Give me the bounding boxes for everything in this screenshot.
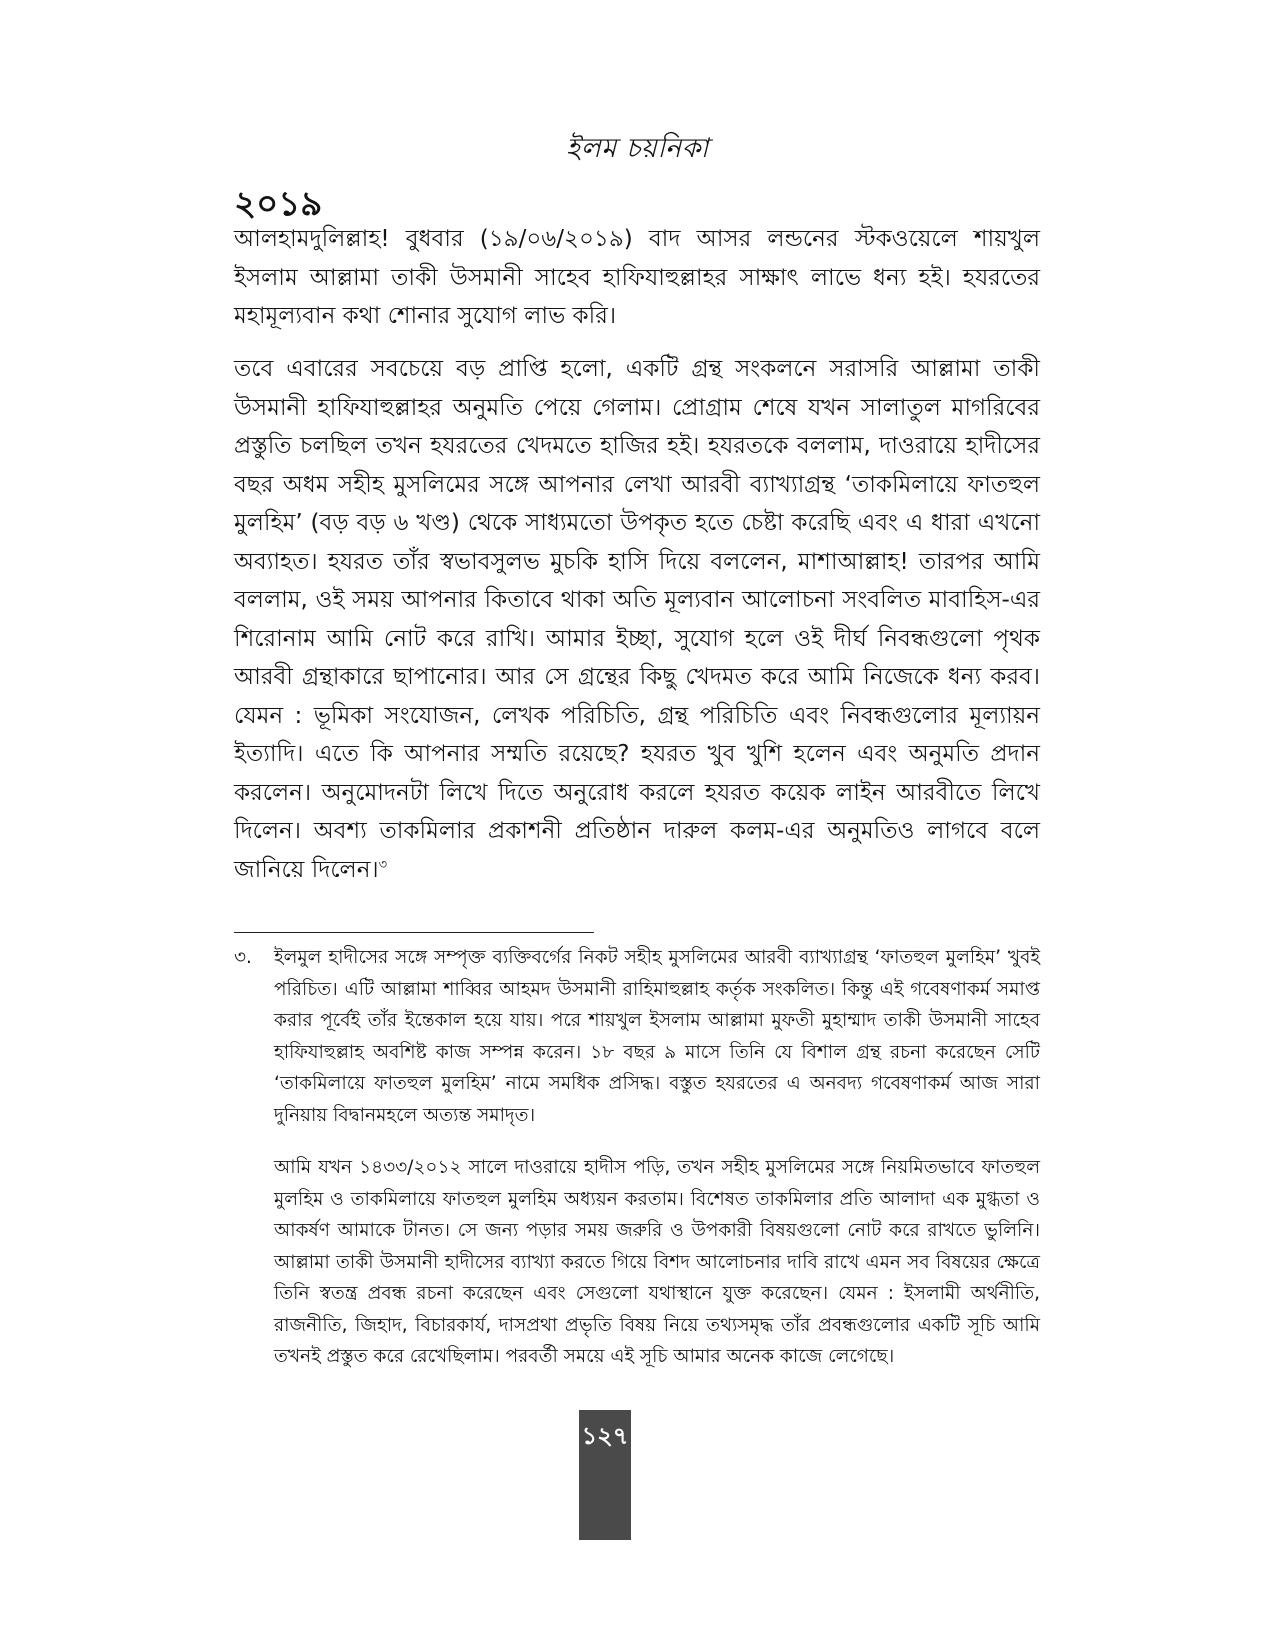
footnote-text-1: ইলমুল হাদীসের সঙ্গে সম্পৃক্ত ব্যক্তিবর্গের নিকট সহীহ মুসলিমের আরবী ব্যাখ্যাগ্রন্থ ‘ফাতহুল মুলহিম’ খুবই পরিচিত। এটি আল্লামা শাব্বির আহমদ উসমানী রাহিমাহুল্লাহ কর্তৃক সংকলিত। কিন্তু এই গবেষণাকর্ম সমাপ্ত করার পূর্বেই তাঁর ইন্তেকাল হয়ে যায়। পরে শায়খুল ইসলাম আল্লামা মুফতী মুহাম্মাদ তাকী উসমানী সাহেব হাফিযাহুল্লাহ অবশিষ্ট কাজ সম্পন্ন করেন। ১৮ বছর ৯ মাসে তিনি যে বিশাল গ্রন্থ রচনা করেছেন সেটি ‘তাকমিলায়ে ফাতহুল মুলহিম’ নামে সমধিক প্রসিদ্ধ। বস্তুত হযরতের এ অনবদ্য গবেষণাকর্ম আজ সারা দুনিয়ায় বিদ্বানমহলে অত্যন্ত সমাদৃত। [274, 947, 1040, 1126]
footnote-3 [234, 942, 1040, 1131]
footnote-divider [234, 932, 594, 933]
footnote-text-2: আমি যখন ১৪৩৩/২০১২ সালে দাওরায়ে হাদীস পড়ি, তখন সহীহ মুসলিমের সঙ্গে নিয়মিতভাবে ফাতহুল মুলহিম ও তাকমিলায়ে ফাতহুল মুলহিম অধ্যয়ন করতাম। বিশেষত তাকমিলার প্রতি আলাদা এক মুগ্ধতা ও আকর্ষণ আমাকে টানত। সে জন্য পড়ার সময় জরুরি ও উপকারী বিষয়গুলো নোট করে রাখতে ভুলিনি। আল্লামা তাকী উসমানী হাদীসের ব্যাখ্যা করতে গিয়ে বিশদ আলোচনার দাবি রাখে এমন সব বিষয়ের ক্ষেত্রে তিনি স্বতন্ত্র প্রবন্ধ রচনা করেছেন এবং সেগুলো যথাস্থানে যুক্ত করেছেন। যেমন : ইসলামী অর্থনীতি, রাজনীতি, জিহাদ, বিচারকার্য, দাসপ্রথা প্রভৃতি বিষয় নিয়ে তথ্যসমৃদ্ধ তাঁর প্রবন্ধগুলোর একটি সূচি আমি তখনই প্রস্তুত করে রেখেছিলাম। পরবর্তী সময়ে এই সূচি আমার অনেক কাজে লেগেছে। [274, 1157, 1040, 1367]
footnote-number: ৩. [234, 947, 252, 968]
footnote-3-continued [234, 1152, 1040, 1373]
page-number: ১২৭ [581, 1422, 629, 1450]
page-number-tab [579, 1410, 631, 1540]
section-heading-year: ২০১৯ [234, 184, 323, 224]
footnote-reference[interactable]: ৩ [378, 856, 388, 872]
paragraph-2 [234, 350, 1040, 889]
running-header-title: ইলম চয়নিকা [566, 133, 709, 164]
paragraph-2-text: তবে এবারের সবচেয়ে বড় প্রাপ্তি হলো, একটি গ্রন্থ সংকলনে সরাসরি আল্লামা তাকী উসমানী হাফিযাহুল্লাহর অনুমতি পেয়ে গেলাম। প্রোগ্রাম শেষে যখন সালাতুল মাগরিবের প্রস্তুতি চলছিল তখন হযরতের খেদমতে হাজির হই। হযরতকে বললাম, দাওরায়ে হাদীসের বছর অধম সহীহ মুসলিমের সঙ্গে আপনার লেখা আরবী ব্যাখ্যাগ্রন্থ ‘তাকমিলায়ে ফাতহুল মুলহিম’ (বড় বড় ৬ খণ্ড) থেকে সাধ্যমতো উপকৃত হতে চেষ্টা করেছি এবং এ ধারা এখনো অব্যাহত। হযরত তাঁর স্বভাবসুলভ মুচকি হাসি দিয়ে বললেন, মাশাআল্লাহ! তারপর আমি বললাম, ওই সময় আপনার কিতাবে থাকা অতি মূল্যবান আলোচনা সংবলিত মাবাহিস-এর শিরোনাম আমি নোট করে রাখি। আমার ইচ্ছা, সুযোগ হলে ওই দীর্ঘ নিবন্ধগুলো পৃথক আরবী গ্রন্থাকারে ছাপানোর। আর সে গ্রন্থের কিছু খেদমত করে আমি নিজেকে ধন্য করব। যেমন : ভূমিকা সংযোজন, লেখক পরিচিতি, গ্রন্থ পরিচিতি এবং নিবন্ধগুলোর মূল্যায়ন ইত্যাদি। এতে কি আপনার সম্মতি রয়েছে? হযরত খুব খুশি হলেন এবং অনুমতি প্রদান করলেন। অনুমোদনটা লিখে দিতে অনুরোধ করলে হযরত কয়েক লাইন আরবীতে লিখে দিলেন। অবশ্য তাকমিলার প্রকাশনী প্রতিষ্ঠান দারুল কলম-এর অনুমতিও লাগবে বলে জানিয়ে দিলেন। [234, 356, 1040, 883]
paragraph-1: আলহামদুলিল্লাহ! বুধবার (১৯/০৬/২০১৯) বাদ আসর লন্ডনের স্টকওয়েলে শায়খুল ইসলাম আল্লামা তাকী উসমানী সাহেব হাফিযাহুল্লাহর সাক্ষাৎ লাভে ধন্য হই। হযরতের মহামূল্যবান কথা শোনার সুযোগ লাভ করি। [234, 226, 1040, 329]
